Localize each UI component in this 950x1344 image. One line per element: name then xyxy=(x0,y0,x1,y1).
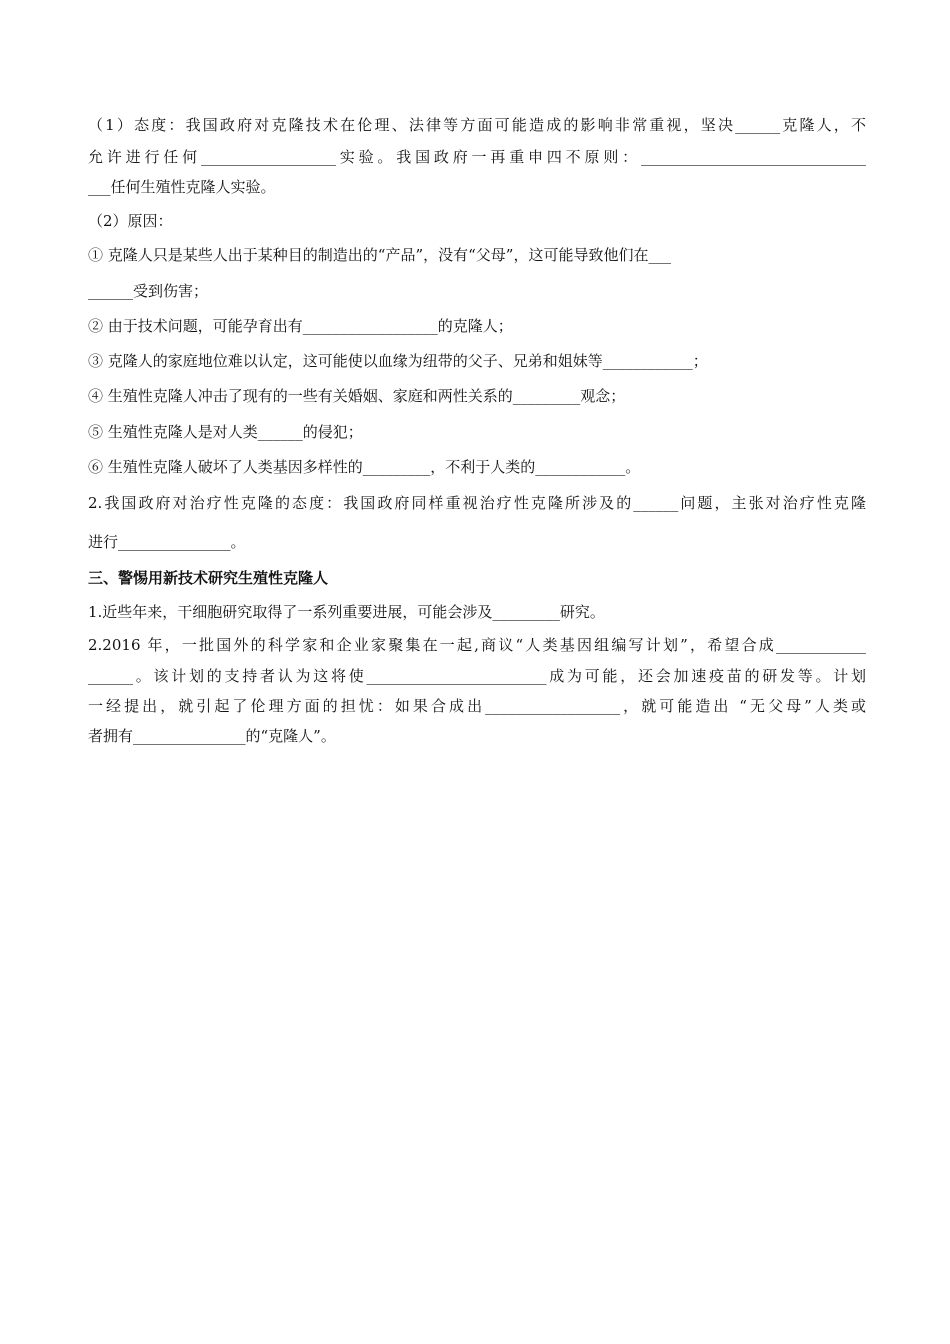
reason-4: ④ 生殖性克隆人冲击了现有的一些有关婚姻、家庭和两性关系的_________观念； xyxy=(88,387,626,405)
reasons-heading: （2）原因： xyxy=(88,212,173,230)
reason-3: ③ 克隆人的家庭地位难以认定，这可能使以血缘为纽带的父子、兄弟和姐妹等____________； xyxy=(88,352,708,370)
item-2-line-1: 2.2016 年，一批国外的科学家和企业家聚集在一起,商议“人类基因组编写计划”，希望合成____________ xyxy=(88,636,866,654)
section-heading-3: 三、警惕用新技术研究生殖性克隆人 xyxy=(88,569,329,587)
therapeutic-line-1: 2.我国政府对治疗性克隆的态度：我国政府同样重视治疗性克隆所涉及的______问题，主张对治疗性克隆 xyxy=(88,494,866,512)
item-2-line-2: ______。该计划的支持者认为这将使________________________成为可能，还会加速疫苗的研发等。计划 xyxy=(88,667,866,685)
attitude-line-1: （1）态度：我国政府对克隆技术在伦理、法律等方面可能造成的影响非常重视，坚决______克隆人，不 xyxy=(88,116,866,134)
reason-2: ② 由于技术问题，可能孕育出有__________________的克隆人； xyxy=(88,317,513,335)
reason-5: ⑤ 生殖性克隆人是对人类______的侵犯； xyxy=(88,423,363,441)
item-1: 1.近些年来，干细胞研究取得了一系列重要进展，可能会涉及_________研究。 xyxy=(88,603,605,621)
reason-1-line-1: ① 克隆人只是某些人出于某种目的制造出的“产品”，没有“父母”，这可能导致他们在___ xyxy=(88,246,671,264)
reason-1-line-2: ______受到伤害； xyxy=(88,282,209,300)
attitude-line-3: ___任何生殖性克隆人实验。 xyxy=(88,178,276,196)
item-2-line-4: 者拥有_______________的“克隆人”。 xyxy=(88,727,336,745)
therapeutic-line-2: 进行_______________。 xyxy=(88,533,246,551)
attitude-line-2: 允许进行任何__________________实验。我国政府一再重申四不原则：______________________________ xyxy=(88,148,866,166)
reason-6: ⑥ 生殖性克隆人破坏了人类基因多样性的_________，不利于人类的____________。 xyxy=(88,458,641,476)
item-2-line-3: 一经提出，就引起了伦理方面的担忧：如果合成出__________________，就可能造出 “无父母”人类或 xyxy=(88,697,866,715)
